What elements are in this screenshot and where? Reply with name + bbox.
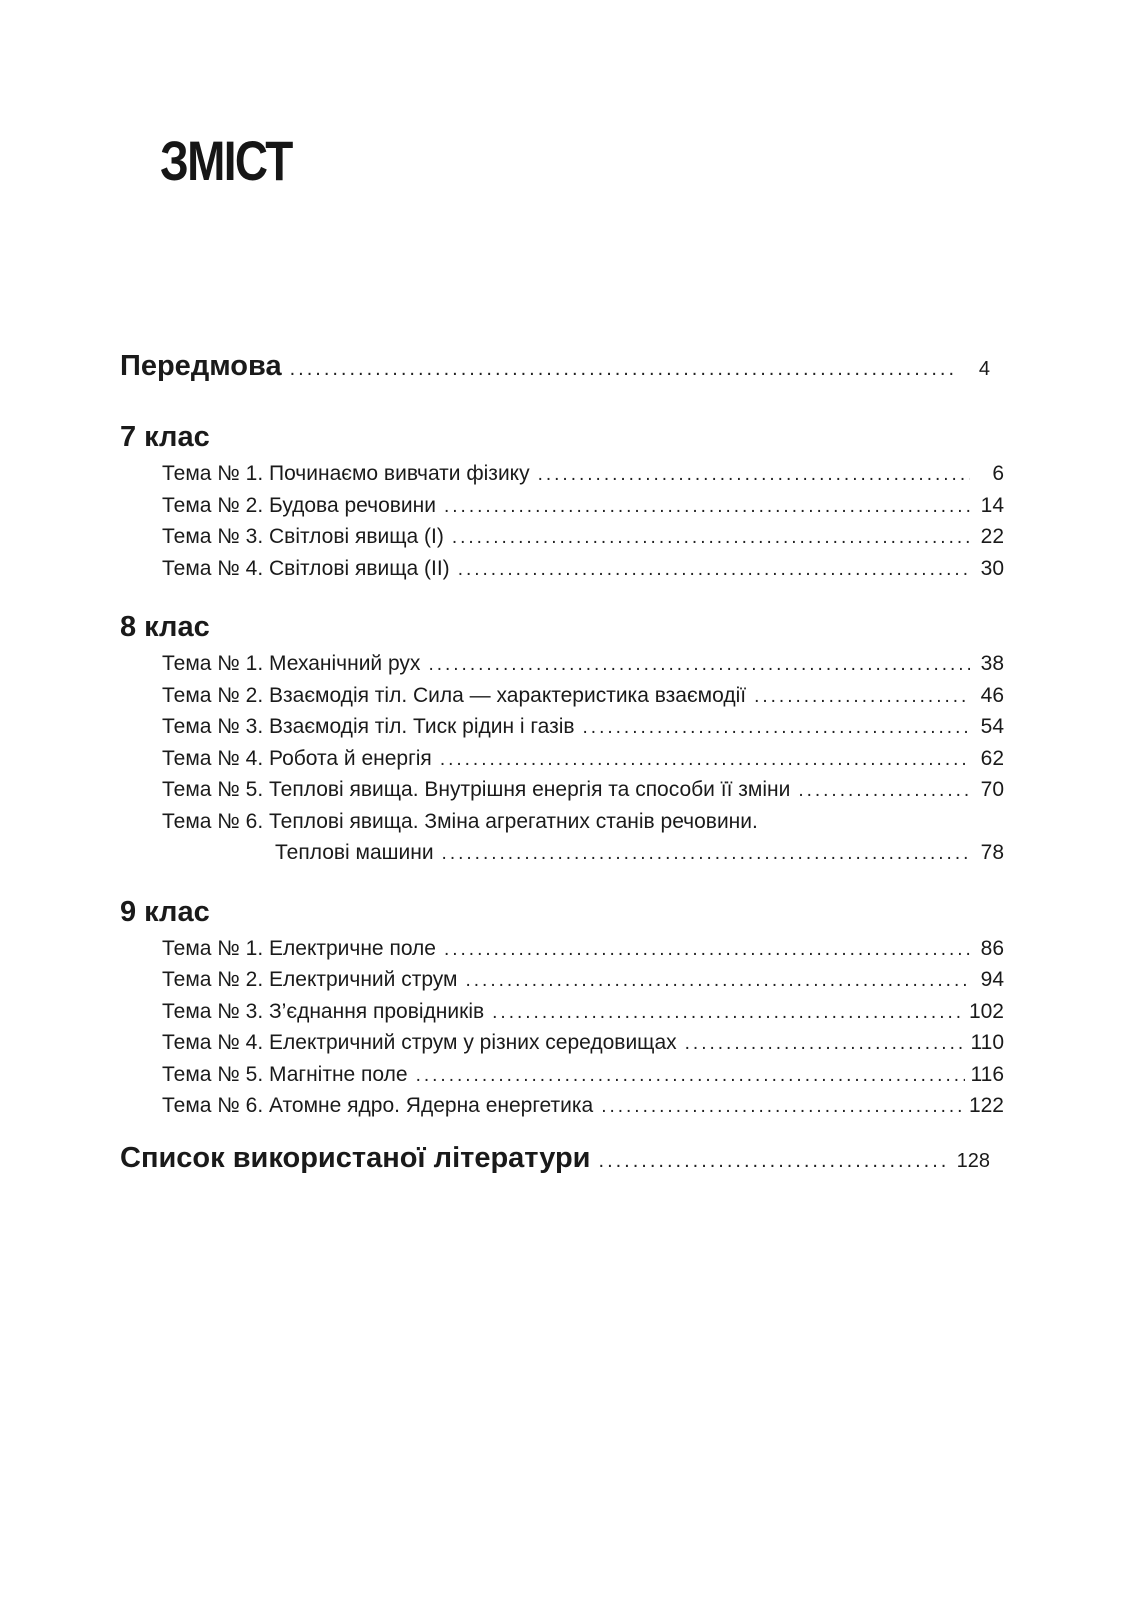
- topic-title: З’єднання провідників: [269, 999, 485, 1023]
- dot-leader: [754, 681, 970, 713]
- dot-leader: [444, 491, 970, 523]
- topic-title: Теплові явища. Зміна агрегатних станів речовини.: [269, 809, 758, 833]
- toc-entry-topic[interactable]: [162, 490, 1004, 522]
- topic-number: Тема № 1.: [162, 462, 264, 485]
- toc-page-number: 46: [980, 683, 1004, 707]
- topic-title: Електричне поле: [269, 936, 436, 960]
- toc-entry-label: [162, 1027, 677, 1059]
- dot-leader: [798, 775, 970, 807]
- topic-number: Тема № 5.: [162, 1062, 264, 1086]
- toc-entry-label: [162, 711, 575, 743]
- toc-entry-topic[interactable]: [162, 1090, 1004, 1122]
- toc-entry-label: [162, 1090, 593, 1122]
- dot-leader: [601, 1091, 963, 1123]
- topic-title: Взаємодія тіл. Тиск рідин і газів: [269, 715, 575, 738]
- toc-entry-label: Список використаної літератури: [120, 1141, 591, 1174]
- toc-entry-topic[interactable]: [162, 743, 1004, 775]
- toc-entry-label: [162, 458, 530, 490]
- topic-list: [162, 648, 1004, 869]
- section-grade-9: [120, 891, 1004, 1122]
- dot-leader: [452, 522, 970, 554]
- topic-list: [162, 933, 1004, 1122]
- table-of-contents: [120, 350, 1004, 1182]
- section-heading: 9 клас: [120, 895, 210, 928]
- toc-page-number: 102: [968, 999, 1004, 1023]
- topic-number: Тема № 1.: [162, 936, 264, 960]
- dot-leader: [685, 1028, 965, 1060]
- toc-entry-label: [162, 648, 420, 680]
- toc-entry-topic-continuation[interactable]: [162, 837, 1004, 869]
- toc-entry-label: [162, 996, 484, 1028]
- topic-title: Магнітне поле: [269, 1062, 408, 1086]
- dot-leader: [444, 934, 970, 966]
- dot-leader: [416, 1060, 965, 1092]
- toc-entry-label: [162, 933, 436, 965]
- toc-page-number: 4: [978, 358, 990, 380]
- toc-page-number: 128: [956, 1149, 990, 1172]
- dot-leader: [583, 712, 970, 744]
- toc-page-number: 30: [980, 556, 1004, 580]
- dot-leader: [458, 554, 970, 586]
- topic-number: Тема № 2.: [162, 683, 264, 707]
- topic-title: Атомне ядро. Ядерна енергетика: [269, 1094, 594, 1117]
- toc-entry-topic[interactable]: [162, 521, 1004, 553]
- dot-leader: [492, 997, 963, 1029]
- topic-title: Світлові явища (ІІ): [269, 556, 450, 580]
- toc-entry-topic[interactable]: [162, 1027, 1004, 1059]
- toc-entry-label: [162, 806, 758, 838]
- topic-title: Робота й енергія: [269, 746, 432, 770]
- dot-leader: [538, 459, 970, 491]
- toc-entry-label: [162, 680, 746, 712]
- toc-page-number: 70: [980, 778, 1004, 801]
- topic-title: Світлові явища (І): [269, 525, 444, 548]
- section-heading: 7 клас: [120, 421, 210, 453]
- toc-page-number: 6: [992, 462, 1004, 485]
- toc-page-number: 94: [980, 968, 1004, 991]
- toc-page-number: 86: [980, 936, 1004, 960]
- toc-entry-label: Передмова: [120, 350, 282, 382]
- toc-page-number: 38: [980, 652, 1004, 675]
- topic-number: Тема № 4.: [162, 746, 264, 770]
- toc-entry-topic[interactable]: [162, 458, 1004, 490]
- dot-leader: [428, 649, 970, 681]
- topic-number: Тема № 6.: [162, 809, 264, 833]
- toc-page-number: 122: [968, 1094, 1004, 1117]
- toc-entry-topic[interactable]: [162, 964, 1004, 996]
- toc-page-number: 14: [980, 493, 1004, 517]
- topic-number: Тема № 3.: [162, 999, 264, 1023]
- topic-title: Електричний струм: [269, 968, 458, 991]
- topic-title: Будова речовини: [269, 493, 436, 517]
- toc-entry-label: [162, 553, 450, 585]
- toc-page-number: 110: [970, 1031, 1004, 1054]
- toc-entry-topic-first-line[interactable]: [162, 806, 1004, 838]
- toc-entry-label: [162, 521, 444, 553]
- topic-title: Взаємодія тіл. Сила — характеристика взаємодії: [269, 683, 747, 707]
- toc-entry-topic[interactable]: [162, 1059, 1004, 1091]
- dot-leader: [599, 1150, 951, 1173]
- section-grade-7: [120, 416, 1004, 584]
- toc-entry-label: [162, 490, 436, 522]
- toc-entry-topic[interactable]: [162, 933, 1004, 965]
- toc-entry-topic[interactable]: [162, 996, 1004, 1028]
- topic-number: Тема № 4.: [162, 1031, 264, 1054]
- topic-number: Тема № 1.: [162, 652, 264, 675]
- toc-entry-topic[interactable]: [162, 680, 1004, 712]
- toc-entry-topic[interactable]: [162, 711, 1004, 743]
- toc-entry-label: [162, 774, 790, 806]
- section-grade-8: [120, 606, 1004, 869]
- topic-list: [162, 458, 1004, 584]
- toc-entry-label: [162, 1059, 408, 1091]
- toc-page-number: 22: [980, 525, 1004, 548]
- toc-entry-label: [162, 964, 458, 996]
- topic-title-continuation: Теплові машини: [275, 841, 434, 864]
- topic-number: Тема № 3.: [162, 715, 264, 738]
- toc-page-number: 54: [980, 715, 1004, 738]
- toc-entry-topic[interactable]: [162, 648, 1004, 680]
- dot-leader: [440, 744, 970, 776]
- topic-number: Тема № 2.: [162, 968, 264, 991]
- toc-page-number: 62: [980, 746, 1004, 770]
- toc-entry-topic[interactable]: [162, 774, 1004, 806]
- topic-title: Починаємо вивчати фізику: [269, 462, 530, 485]
- toc-entry-preface[interactable]: [120, 350, 990, 390]
- toc-entry-bibliography[interactable]: [120, 1142, 990, 1182]
- toc-entry-label: [162, 743, 432, 775]
- dot-leader: [466, 965, 971, 997]
- toc-entry-topic[interactable]: [162, 553, 1004, 585]
- topic-title: Механічний рух: [269, 652, 421, 675]
- topic-number: Тема № 5.: [162, 778, 264, 801]
- topic-title: Електричний струм у різних середовищах: [269, 1031, 677, 1054]
- dot-leader: [290, 358, 956, 381]
- toc-page-number: 78: [980, 841, 1004, 864]
- topic-number: Тема № 2.: [162, 493, 264, 517]
- topic-title: Теплові явища. Внутрішня енергія та способи її зміни: [269, 778, 791, 801]
- section-heading: 8 клас: [120, 611, 210, 643]
- topic-number: Тема № 3.: [162, 525, 264, 548]
- topic-number: Тема № 4.: [162, 556, 264, 580]
- page-title: ЗМІСТ: [160, 129, 292, 192]
- dot-leader: [442, 838, 970, 870]
- toc-page-number: 116: [970, 1062, 1004, 1086]
- topic-number: Тема № 6.: [162, 1094, 264, 1117]
